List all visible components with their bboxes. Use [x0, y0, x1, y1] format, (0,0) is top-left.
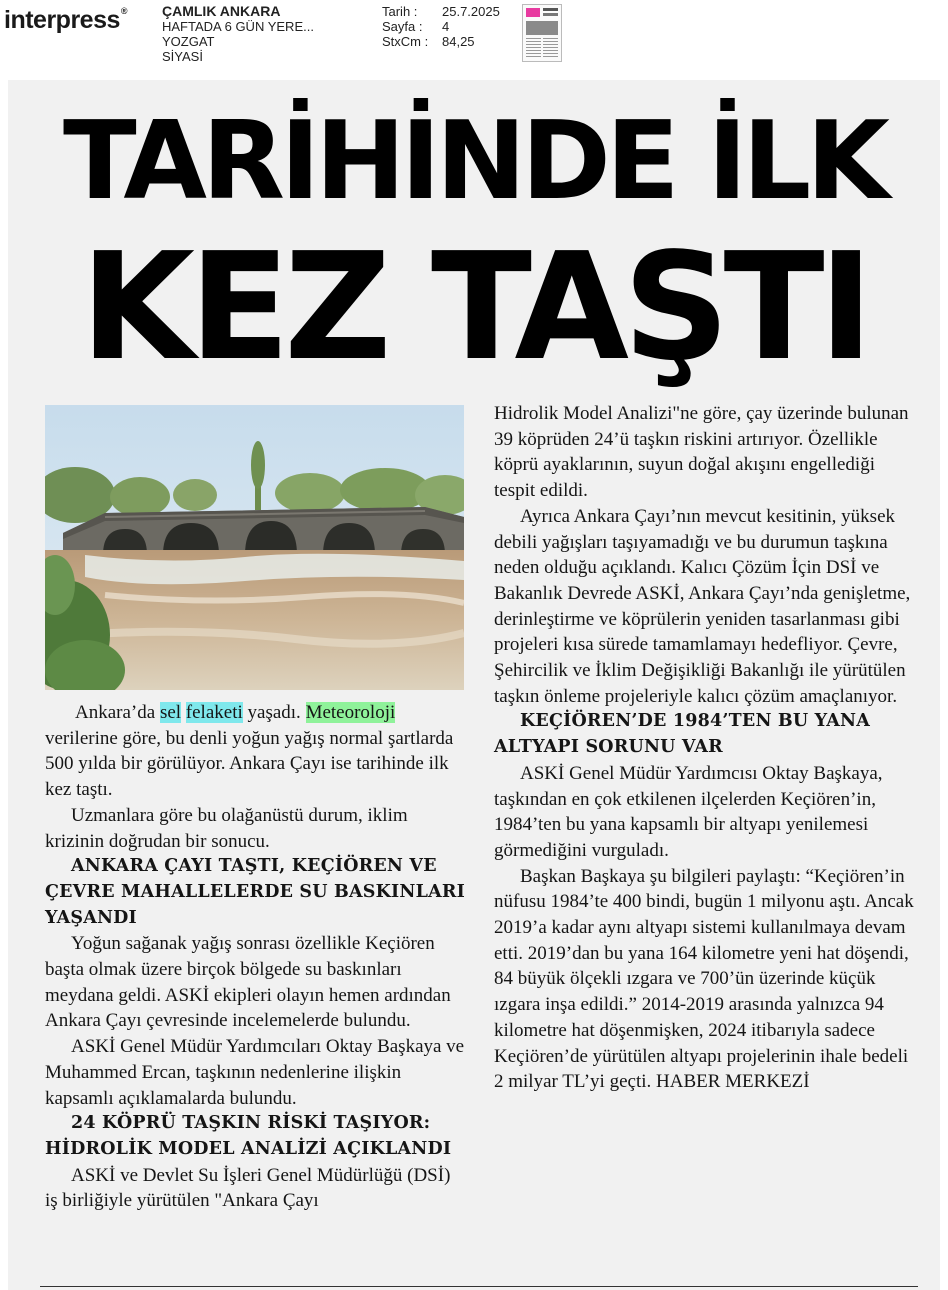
paragraph: ASKİ ve Devlet Su İşleri Genel Müdürlüğü (DSİ) iş birliğiyle yürütülen "Ankara Çayı: [45, 1164, 451, 1212]
article-column-left: [45, 700, 467, 1214]
subheading: 24 KÖPRÜ TAŞKIN RİSKİ TAŞIYOR: HİDROLİK MODEL ANALİZİ AÇIKLANDI: [45, 1113, 452, 1159]
meta-date: Tarih : 25.7.2025: [382, 4, 500, 19]
clipping-meta: [382, 4, 500, 49]
headline-line-1: TARİHİNDE İLK: [63, 99, 885, 224]
meta-page: Sayfa : 4: [382, 19, 450, 34]
subheading: ANKARA ÇAYI TAŞTI, KEÇİÖREN VE ÇEVRE MAHALLELERDE SU BASKINLARI YAŞANDI: [45, 856, 466, 928]
interpress-logo: interpress®: [4, 6, 128, 34]
paragraph: Başkan Başkaya şu bilgileri paylaştı: “Keçiören’in nüfusu 1984’te 400 bindi, bugün 1 milyonu aştı. Ancak 2019’a kadar aynı altyapı sistemi kullanılmaya devam etti. 2019’dan bu yana 164 kilometre yeni hat döşendi, 84 büyük ölçekli ızgara ve 700’ün üzerinde küçük ızgara inşa edildi.” 2014-2019 arasında yalnızca 94 kilometre hat döşenmişken, 2024 itibarıyla sadece Keçiören’de yürütülen altyapı projelerinin ihale bedeli 2 milyar TL’yi geçti. HABER MERKEZİ: [494, 865, 914, 1093]
paragraph: Ankara’da sel felaketi yaşadı. Meteoroloji verilerine göre, bu denli yoğun yağış normal şartlarda 500 yılda bir görülüyor. Ankara Çayı ise tarihinde ilk kez taştı.: [45, 702, 454, 801]
paragraph: Yoğun sağanak yağış sonrası özellikle Keçiören başta olmak üzere birçok bölgede su baskınları meydana geldi. ASKİ ekipleri olayın hemen ardından Ankara Çayı çevresinde incelemelerde bulundu.: [45, 933, 451, 1032]
clipping-header: [0, 0, 948, 80]
page-thumbnail[interactable]: [522, 4, 562, 62]
article-photo: [45, 405, 464, 690]
meta-stxcm: StxCm : 84,25: [382, 34, 475, 49]
publication-category: SİYASİ: [162, 49, 203, 64]
publication-info: [162, 4, 314, 64]
paragraph: ASKİ Genel Müdür Yardımcısı Oktay Başkaya, taşkından en çok etkilenen ilçelerden Keçiören’in, 1984’ten bu yana kapsamlı bir altyapı yenilemesi görmediğini vurguladı.: [494, 762, 883, 861]
headline-line-2: KEZ TAŞTI: [80, 221, 868, 393]
publication-name: ÇAMLIK ANKARA: [162, 3, 281, 19]
publication-city: YOZGAT: [162, 34, 215, 49]
publication-frequency: HAFTADA 6 GÜN YERE...: [162, 19, 314, 34]
bottom-rule: [40, 1286, 918, 1287]
subheading: KEÇİÖREN’DE 1984’TEN BU YANA ALTYAPI SORUNU VAR: [494, 711, 871, 758]
paragraph: Uzmanlara göre bu olağanüstü durum, iklim krizinin doğrudan bir sonucu.: [45, 804, 408, 852]
article-column-right: [494, 401, 916, 1095]
paragraph: ASKİ Genel Müdür Yardımcıları Oktay Başkaya ve Muhammed Ercan, taşkının nedenlerine ilişkin kapsamlı açıklamalarda bulundu.: [45, 1036, 465, 1109]
paragraph: Hidrolik Model Analizi"ne göre, çay üzerinde bulunan 39 köprüden 24’ü taşkın riskini artırıyor. Özellikle köprü ayaklarının, suyun doğal akışını engellediği tespit edildi.: [494, 403, 909, 502]
paragraph: Ayrıca Ankara Çayı’nın mevcut kesitinin, yüksek debili yağışları taşıyamadığı ve bu durumun taşkına neden olduğu açıklandı. Kalıcı Çözüm İçin DSİ ve Bakanlık Devrede ASKİ, Ankara Çayı’nda genişletme, derinleştirme ve köprülerin yeniden tasarlanması gibi projeleri kısa sürede tamamlamayı hedefliyor. Çevre, Şehircilik ve İklim Değişikliği Bakanlığı ile yürütülen taşkın önleme projeleriyle kalıcı çözüm amaçlanıyor.: [494, 505, 911, 707]
